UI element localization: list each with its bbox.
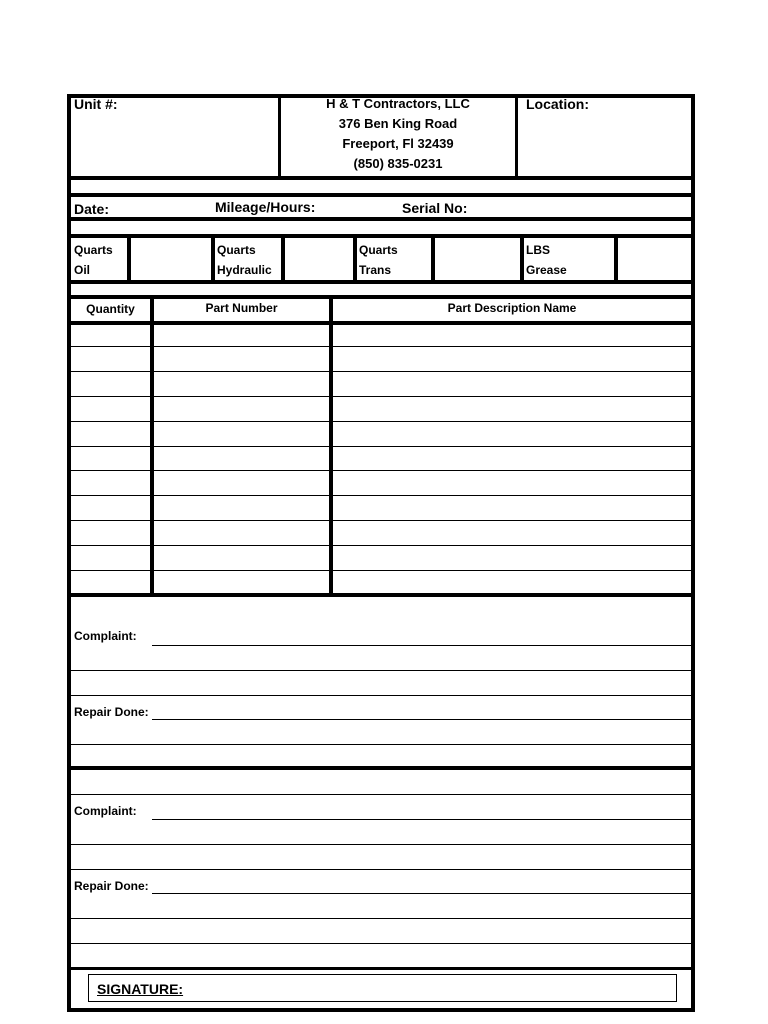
company-street: 376 Ben King Road — [338, 116, 458, 131]
table-row — [67, 371, 695, 372]
fluid-grease-unit: LBS — [526, 243, 550, 257]
complaint-label-1: Complaint: — [74, 629, 137, 643]
spacer-line-1 — [67, 193, 695, 197]
section-2-line — [67, 918, 695, 919]
outer-border-bottom — [67, 1008, 695, 1012]
fluids-bottom-line — [67, 280, 695, 284]
header-divider-right — [515, 94, 518, 178]
fluid-divider-1 — [127, 238, 131, 283]
complaint-line-1 — [152, 645, 693, 646]
parts-col-divider-1 — [150, 299, 154, 595]
complaint-label-2: Complaint: — [74, 804, 137, 818]
parts-header-line — [67, 321, 695, 325]
parts-header-quantity: Quantity — [86, 302, 135, 316]
outer-border-right — [691, 94, 695, 1012]
table-row — [67, 470, 695, 471]
signature-box[interactable] — [88, 974, 677, 1002]
location-label: Location: — [526, 96, 589, 112]
section-1-line — [67, 670, 695, 671]
repair-done-label-2: Repair Done: — [74, 879, 149, 893]
fluid-hydraulic-unit: Quarts — [217, 243, 256, 257]
unit-label: Unit #: — [74, 96, 118, 112]
parts-header-description: Part Description Name — [447, 301, 577, 315]
mileage-hours-label: Mileage/Hours: — [215, 199, 316, 215]
header-bottom-line — [67, 176, 695, 180]
date-label: Date: — [74, 201, 110, 217]
fluid-hydraulic-name: Hydraulic — [217, 263, 272, 277]
fluid-trans-unit: Quarts — [359, 243, 398, 257]
table-row — [67, 396, 695, 397]
section-2-line — [67, 794, 695, 795]
section-1-line — [67, 695, 695, 696]
repair-line-2 — [152, 893, 693, 894]
signature-top-line — [67, 967, 695, 970]
fluid-oil-unit: Quarts — [74, 243, 113, 257]
outer-border-left — [67, 94, 71, 1012]
signature-label: SIGNATURE: — [97, 981, 184, 997]
info-bottom-line — [67, 217, 695, 221]
fluid-trans-label — [359, 240, 398, 280]
complaint-line-2 — [152, 819, 693, 820]
fluid-divider-6 — [520, 238, 524, 283]
spacer-line-2 — [67, 234, 695, 238]
company-phone: (850) 835-0231 — [353, 156, 443, 171]
fluid-grease-name: Grease — [526, 263, 567, 277]
section-divider — [67, 766, 695, 770]
section-2-line — [67, 869, 695, 870]
section-2-line — [67, 943, 695, 944]
fluid-grease-label — [526, 240, 567, 280]
repair-line-1 — [152, 719, 693, 720]
fluid-oil-label — [74, 240, 113, 280]
section-1-line — [67, 744, 695, 745]
section-2-line — [67, 844, 695, 845]
table-row — [67, 446, 695, 447]
fluid-divider-2 — [211, 238, 215, 283]
table-row — [67, 570, 695, 571]
fluid-divider-4 — [353, 238, 357, 283]
table-row — [67, 346, 695, 347]
fluid-oil-name: Oil — [74, 263, 91, 277]
parts-header-part-number: Part Number — [205, 301, 278, 315]
parts-table-bottom-line — [67, 593, 695, 597]
fluid-divider-7 — [614, 238, 618, 283]
fluid-divider-3 — [281, 238, 285, 283]
company-address-block — [281, 94, 515, 174]
fluid-divider-5 — [431, 238, 435, 283]
repair-done-label-1: Repair Done: — [74, 705, 149, 719]
fluid-hydraulic-label — [217, 240, 272, 280]
table-row — [67, 545, 695, 546]
serial-number-label: Serial No: — [402, 200, 468, 216]
fluid-trans-name: Trans — [359, 263, 392, 277]
company-name: H & T Contractors, LLC — [326, 96, 470, 111]
table-row — [67, 520, 695, 521]
table-row — [67, 421, 695, 422]
parts-col-divider-2 — [329, 299, 333, 595]
company-city: Freeport, Fl 32439 — [342, 136, 454, 151]
spacer-line-3 — [67, 295, 695, 299]
table-row — [67, 495, 695, 496]
